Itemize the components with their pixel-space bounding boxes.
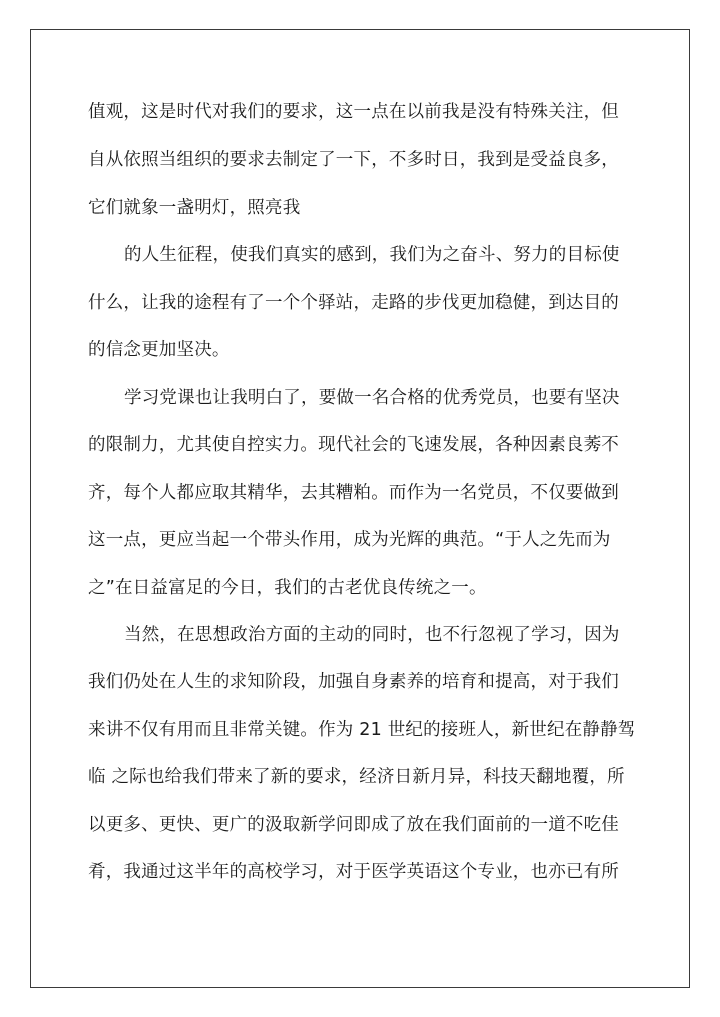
text-line: 的限制力，尤其使自控实力。现代社会的飞速发展，各种因素良莠不 xyxy=(88,435,619,455)
text-line: 的人生征程，使我们真实的感到，我们为之奋斗、努力的目标使 xyxy=(124,245,620,265)
text-line: 来讲不仅有用而且非常关键。作为 21 世纪的接班人，新世纪在静静驾 xyxy=(88,720,636,740)
text-line: 肴，我通过这半年的高校学习，对于医学英语这个专业，也亦已有所 xyxy=(88,862,619,882)
text-line: 以更多、更快、更广的汲取新学问即成了放在我们面前的一道不吃佳 xyxy=(88,815,619,835)
page-border xyxy=(30,29,690,988)
text-line: 这一点，更应当起一个带头作用，成为光辉的典范。“于人之先而为 xyxy=(88,530,611,550)
text-line: 齐，每个人都应取其精华，去其糟粕。而作为一名党员，不仅要做到 xyxy=(88,483,619,503)
text-line: 它们就象一盏明灯，照亮我 xyxy=(88,198,301,218)
text-line: 的信念更加坚决。 xyxy=(88,340,230,360)
text-line: 之”在日益富足的今日，我们的古老优良传统之一。 xyxy=(88,578,487,598)
text-line: 值观，这是时代对我们的要求，这一点在以前我是没有特殊关注，但 xyxy=(88,102,619,122)
text-line: 当然，在思想政治方面的主动的同时，也不行忽视了学习，因为 xyxy=(124,625,620,645)
text-line: 什么，让我的途程有了一个个驿站，走路的步伐更加稳健，到达目的 xyxy=(88,293,619,313)
text-line: 学习党课也让我明白了，要做一名合格的优秀党员，也要有坚决 xyxy=(124,388,620,408)
text-line: 自从依照当组织的要求去制定了一下，不多时日，我到是受益良多， xyxy=(88,150,619,170)
text-line: 我们仍处在人生的求知阶段，加强自身素养的培育和提高，对于我们 xyxy=(88,672,619,692)
text-line: 临 之际也给我们带来了新的要求，经济日新月异，科技天翻地覆，所 xyxy=(88,767,625,787)
